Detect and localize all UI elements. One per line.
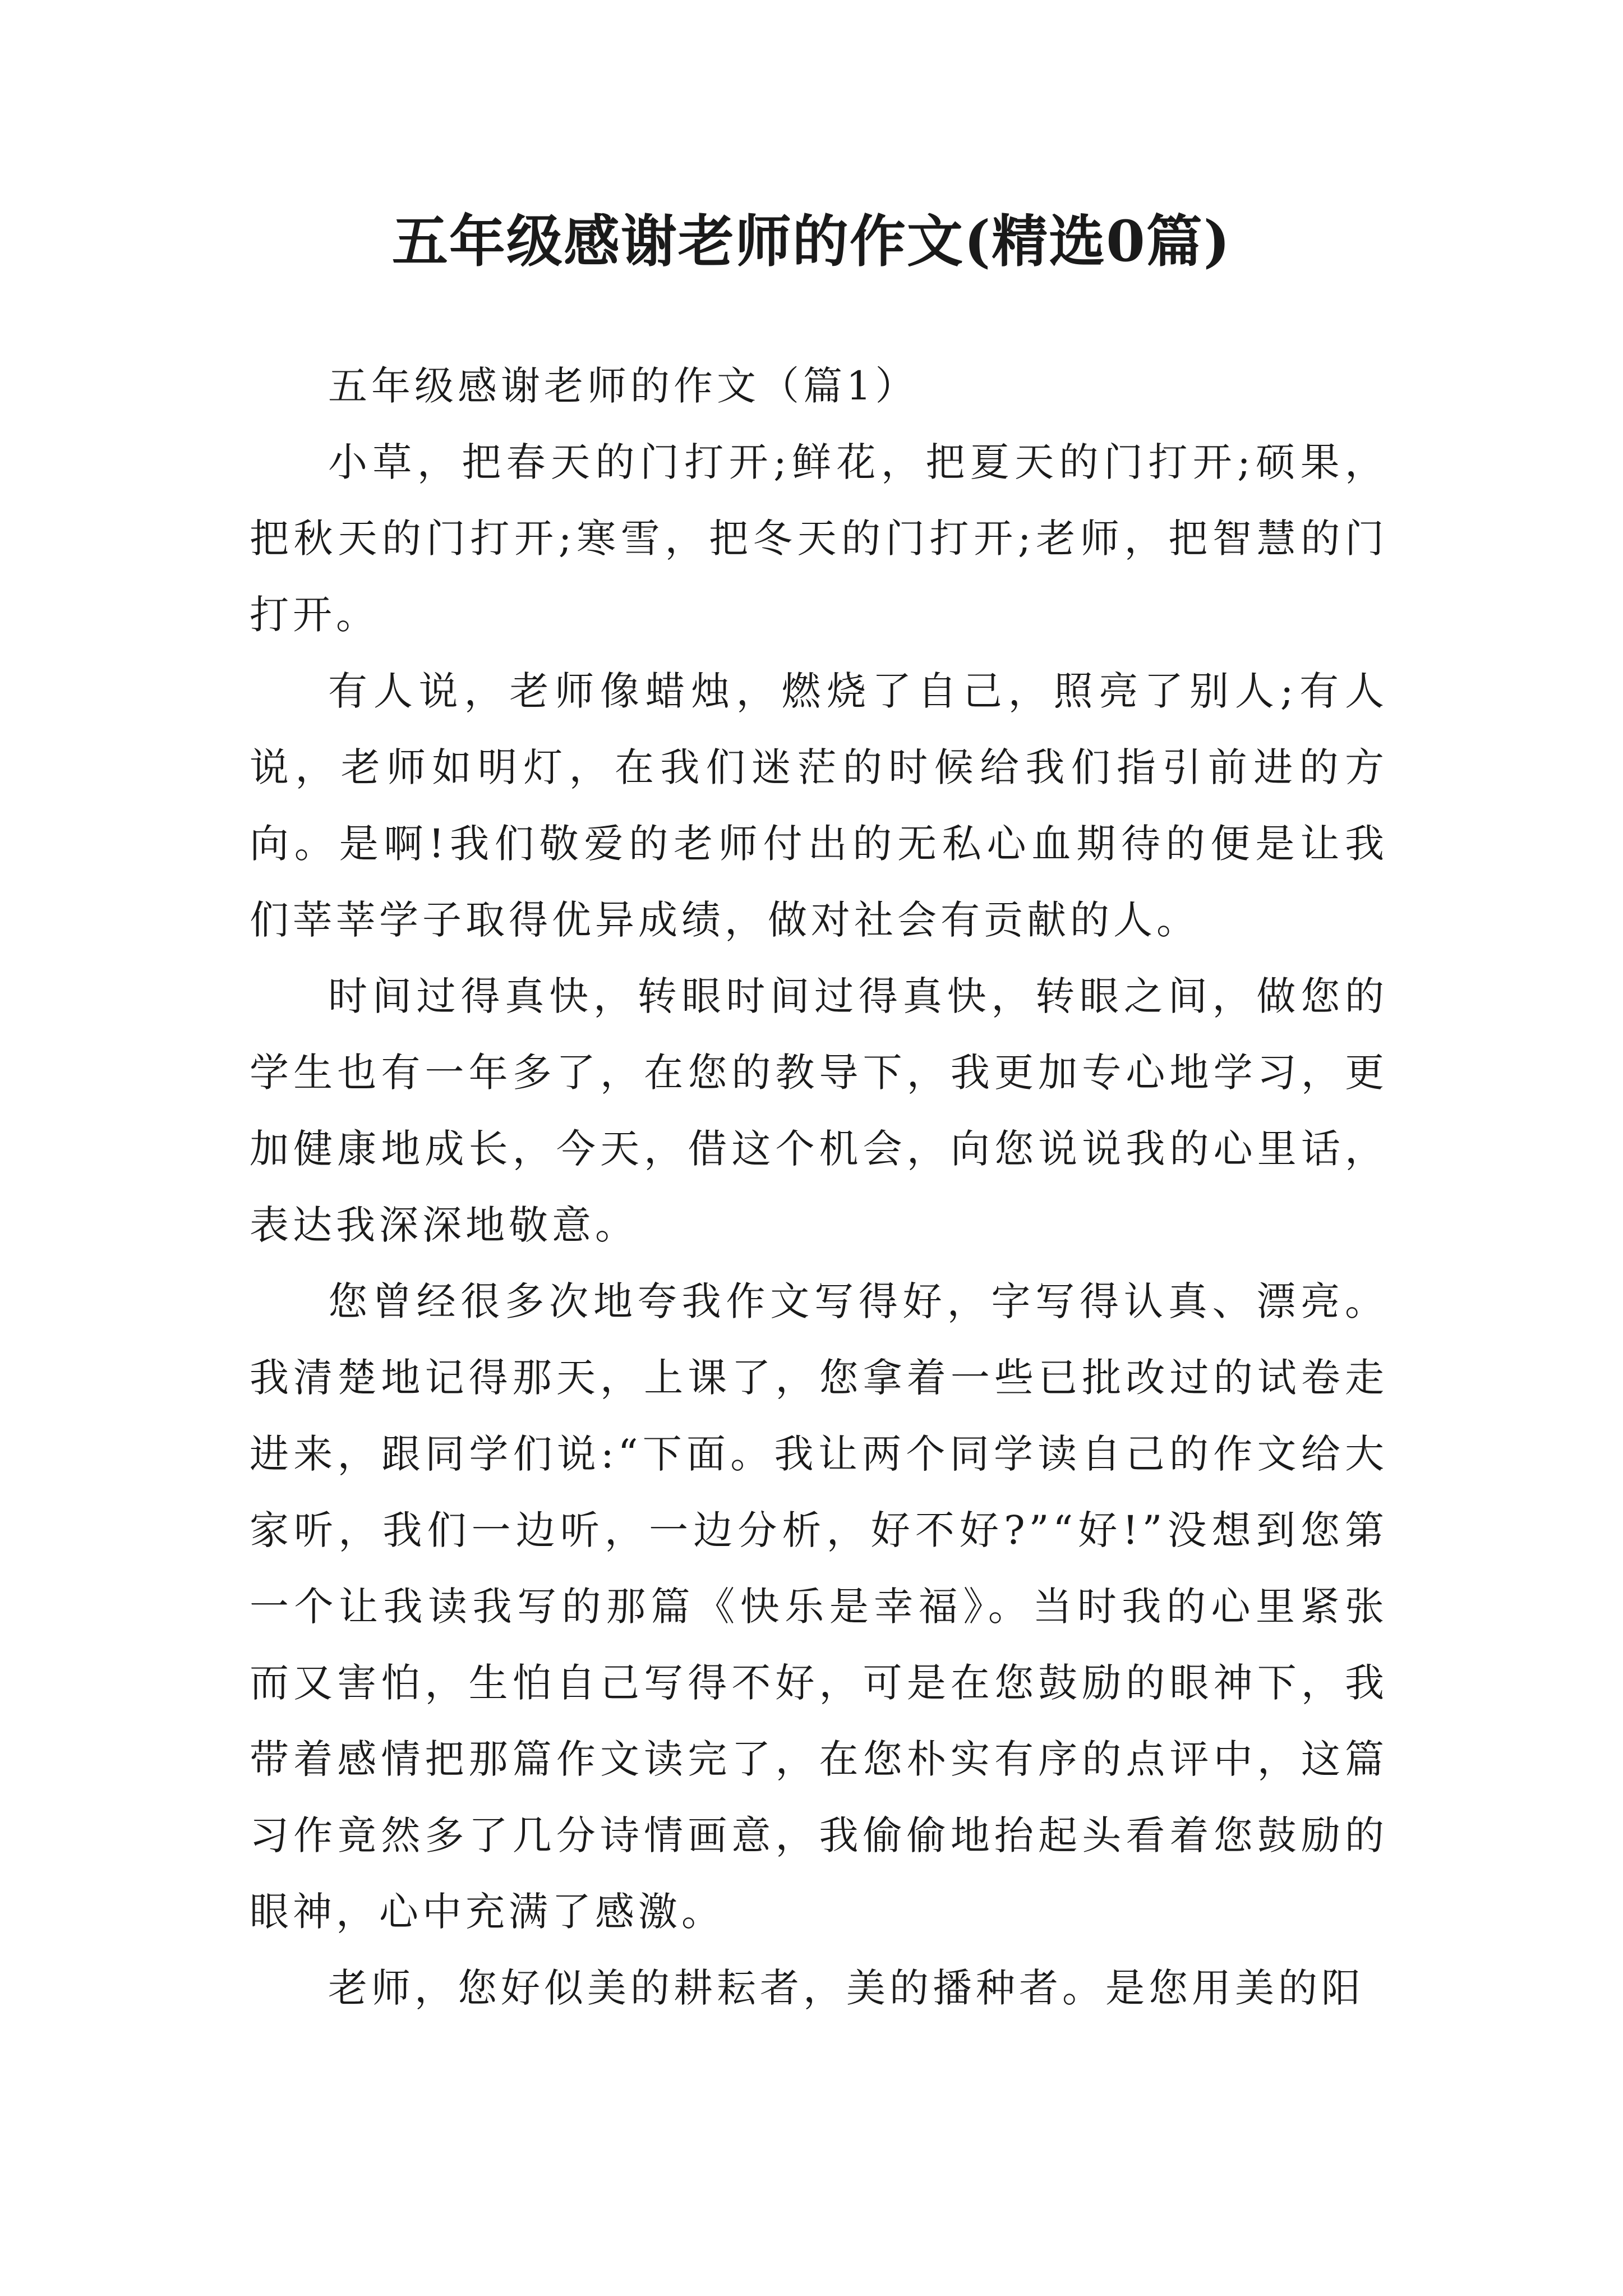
- paragraph: 有人说，老师像蜡烛，燃烧了自己，照亮了别人;有人说，老师如明灯，在我们迷茫的时候给我们指引前进的方向。是啊!我们敬爱的老师付出的无私心血期待的便是让我们莘莘学子取得优异成绩，做对社会有贡献的人。: [250, 668, 1388, 943]
- document-title: 五年级感谢老师的作文(精选0篇): [391, 208, 1232, 274]
- document-body: [250, 348, 1388, 2026]
- paragraph: 时间过得真快，转眼时间过得真快，转眼之间，做您的学生也有一年多了，在您的教导下，我更加专心地学习，更加健康地成长，今天，借这个机会，向您说说我的心里话，表达我深深地敬意。: [250, 973, 1388, 1248]
- paragraph: 老师，您好似美的耕耘者，美的播种者。是您用美的阳: [328, 1965, 1364, 2011]
- paragraph: 您曾经很多次地夸我作文写得好，字写得认真、漂亮。我清楚地记得那天，上课了，您拿着一些已批改过的试卷走进来，跟同学们说:“下面。我让两个同学读自己的作文给大家听，我们一边听，一边分析，好不好?”“好!”没想到您第一个让我读我写的那篇《快乐是幸福》。当时我的心里紧张而又害怕，生怕自己写得不好，可是在您鼓励的眼神下，我带着感情把那篇作文读完了，在您朴实有序的点评中，这篇习作竟然多了几分诗情画意，我偷偷地抬起头看着您鼓励的眼神，心中充满了感激。: [250, 1278, 1388, 1935]
- section-heading: 五年级感谢老师的作文（篇1）: [328, 363, 919, 409]
- paragraph: 小草，把春天的门打开;鲜花，把夏天的门打开;硕果，把秋天的门打开;寒雪，把冬天的门打开;老师，把智慧的门打开。: [250, 439, 1388, 638]
